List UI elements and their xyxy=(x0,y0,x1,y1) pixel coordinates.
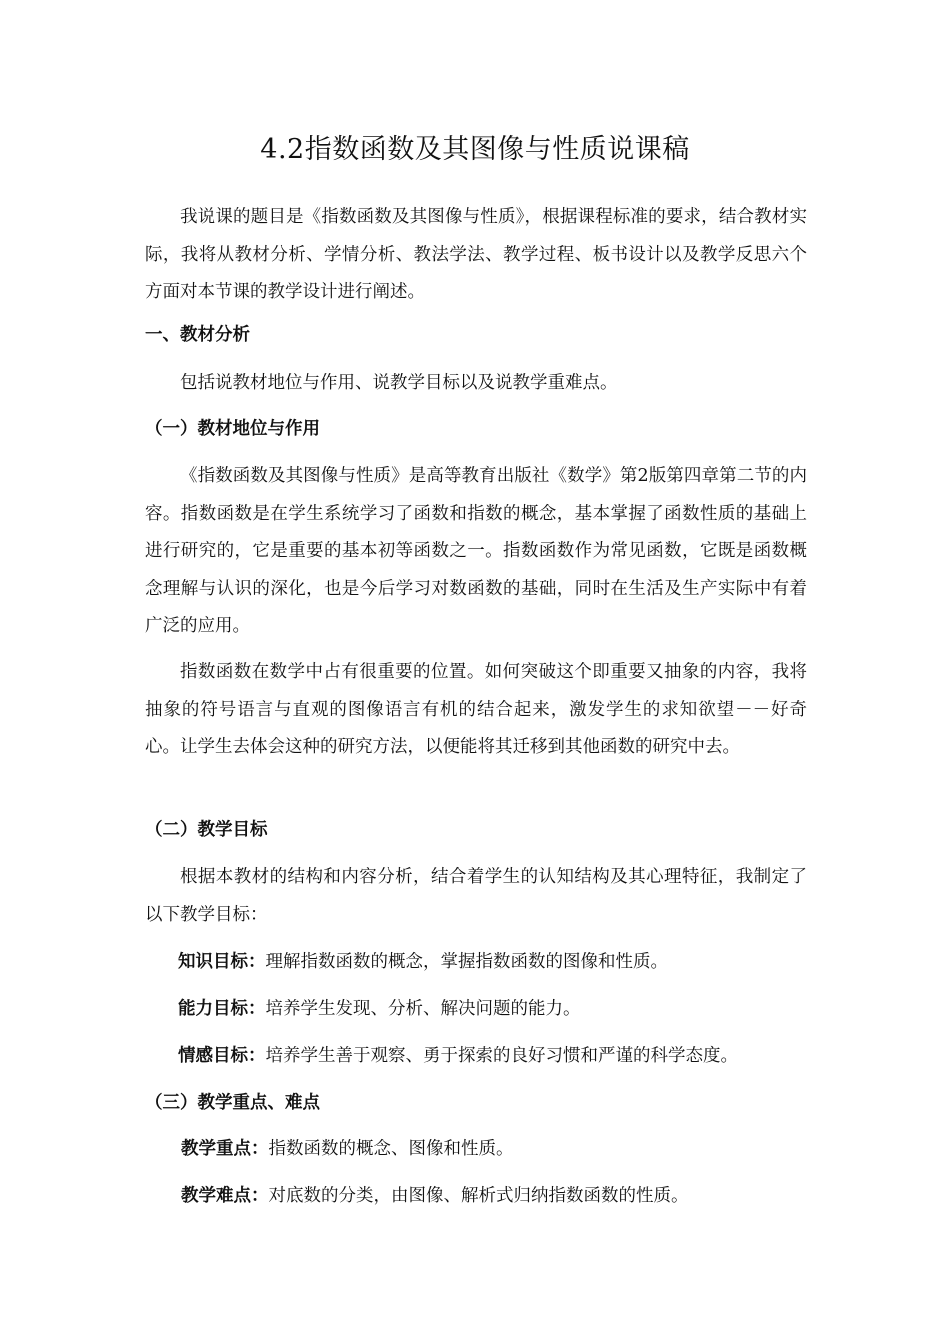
subsection-heading-key-points: （三）教学重点、难点 xyxy=(145,1093,320,1113)
goal-ability-text: 培养学生发现、分析、解决问题的能力。 xyxy=(265,999,581,1019)
key-point xyxy=(181,1134,514,1164)
goal-knowledge-text: 理解指数函数的概念，掌握指数函数的图像和性质。 xyxy=(265,952,668,972)
goals-intro-paragraph: 根据本教材的结构和内容分析，结合着学生的认知结构及其心理特征，我制定了以下教学目标： xyxy=(145,867,807,925)
section-heading-textbook-analysis: 一、教材分析 xyxy=(145,325,250,345)
goal-ability xyxy=(178,994,581,1024)
intro-paragraph: 我说课的题目是《指数函数及其图像与性质》，根据课程标准的要求，结合教材实际，我将从教材分析、学情分析、教法学法、教学过程、板书设计以及教学反思六个方面对本节课的教学设计进行阐述。 xyxy=(145,207,807,302)
goal-knowledge-label: 知识目标： xyxy=(178,952,266,972)
difficult-point-text: 对底数的分类，由图像、解析式归纳指数函数的性质。 xyxy=(268,1186,689,1206)
key-point-text: 指数函数的概念、图像和性质。 xyxy=(268,1139,514,1159)
goal-emotion-label: 情感目标： xyxy=(178,1046,266,1066)
position-paragraph-2: 指数函数在数学中占有很重要的位置。如何突破这个即重要又抽象的内容，我将抽象的符号语言与直观的图像语言有机的结合起来，激发学生的求知欲望－－好奇心。让学生去体会这种的研究方法，以便能将其迁移到其他函数的研究中去。 xyxy=(145,662,807,757)
difficult-point-label: 教学难点： xyxy=(181,1186,269,1206)
section-intro-paragraph: 包括说教材地位与作用、说教学目标以及说教学重难点。 xyxy=(180,373,618,393)
goal-ability-label: 能力目标： xyxy=(178,999,266,1019)
goal-emotion-text: 培养学生善于观察、勇于探索的良好习惯和严谨的科学态度。 xyxy=(265,1046,738,1066)
key-point-label: 教学重点： xyxy=(181,1139,269,1159)
goal-emotion xyxy=(178,1041,738,1071)
subsection-heading-position: （一）教材地位与作用 xyxy=(145,419,320,439)
subsection-heading-goals: （二）教学目标 xyxy=(145,820,268,840)
difficult-point xyxy=(181,1181,689,1211)
page-title: 4.2指数函数及其图像与性质说课稿 xyxy=(260,134,690,165)
goal-knowledge xyxy=(178,947,668,977)
position-paragraph-1: 《指数函数及其图像与性质》是高等教育出版社《数学》第2版第四章第二节的内容。指数函数是在学生系统学习了函数和指数的概念，基本掌握了函数性质的基础上进行研究的，它是重要的基本初等函数之一。指数函数作为常见函数，它既是函数概念理解与认识的深化，也是今后学习对数函数的基础，同时在生活及生产实际中有着广泛的应用。 xyxy=(145,466,807,636)
